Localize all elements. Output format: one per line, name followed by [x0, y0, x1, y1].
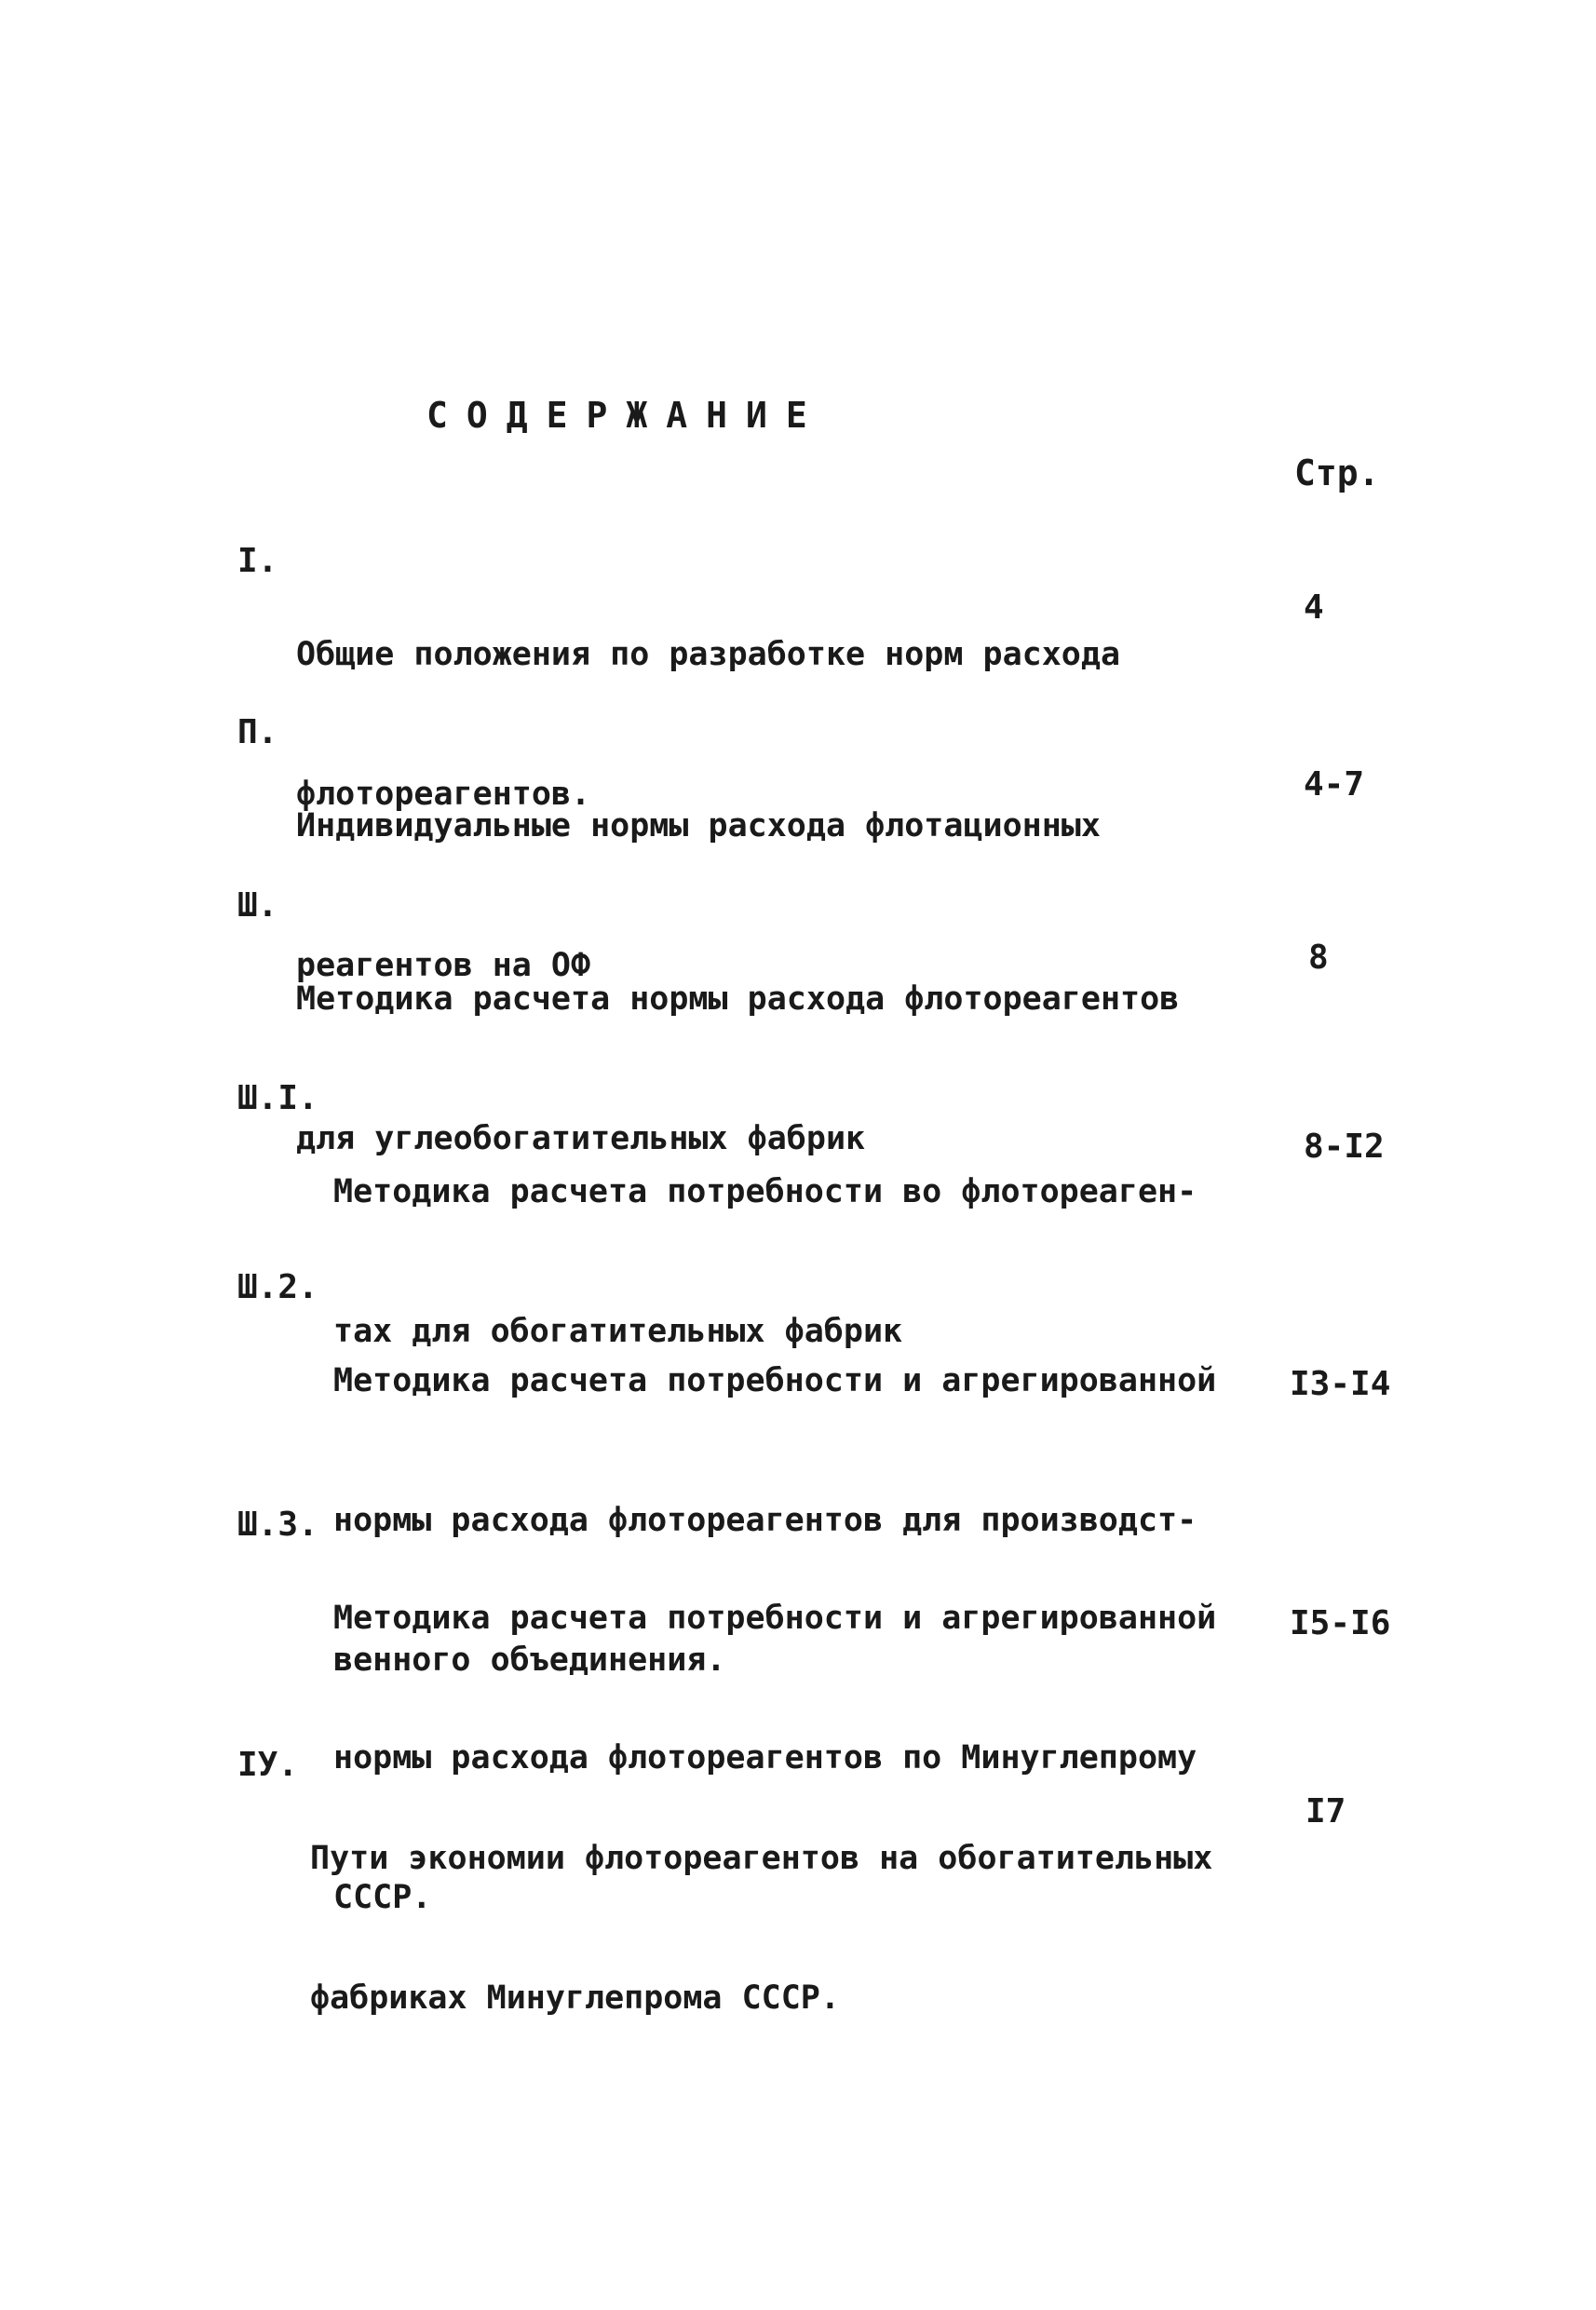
- toc-entry-line: Общие положения по разработке норм расхода: [296, 636, 1121, 673]
- toc-entry-page: I3-I4: [1290, 1365, 1391, 1403]
- toc-entry-line: венного объединения.: [333, 1641, 726, 1679]
- toc-entry-line: Методика расчета потребности и агрегированной: [333, 1600, 1217, 1637]
- toc-entry-number: Ш.: [237, 886, 278, 925]
- toc-entry-line: Методика расчета потребности и агрегированной: [333, 1362, 1217, 1399]
- page-title: СОДЕРЖАНИЕ: [426, 395, 826, 436]
- toc-entry-line: флотореагентов.: [296, 776, 591, 813]
- toc-entry-number: Ш.I.: [237, 1079, 318, 1117]
- toc-entry-line: Методика расчета нормы расхода флотореагентов: [296, 980, 1180, 1018]
- toc-entry-page: I5-I6: [1290, 1604, 1391, 1642]
- toc-entry-line: нормы расхода флотореагентов для производст-: [333, 1502, 1197, 1539]
- toc-entry-line: Методика расчета потребности во флотореаген-: [333, 1173, 1197, 1210]
- toc-entry-title: [310, 1742, 1212, 2114]
- page-column-header: Стр.: [1294, 453, 1380, 493]
- toc-entry-number: Ш.2.: [237, 1268, 318, 1306]
- toc-entry-line: реагентов на ОФ: [296, 947, 591, 984]
- toc-entry-page: 8-I2: [1304, 1128, 1385, 1166]
- toc-entry-page: 8: [1308, 939, 1329, 977]
- toc-entry-number: Ш.3.: [237, 1506, 318, 1544]
- toc-entry-page: I7: [1305, 1792, 1346, 1830]
- toc-entry-page: 4: [1304, 588, 1324, 627]
- toc-entry-number: I.: [237, 542, 278, 580]
- toc-entry-line: Пути экономии флотореагентов на обогатительных: [310, 1840, 1213, 1877]
- toc-entry-line: для углеобогатительных фабрик: [296, 1120, 866, 1157]
- toc-entry-line: нормы расхода флотореагентов по Минуглепрому: [333, 1739, 1197, 1776]
- toc-entry-line: СССР.: [333, 1879, 432, 1916]
- toc-entry-page: 4-7: [1304, 765, 1365, 804]
- toc-entry-number: П.: [237, 713, 278, 751]
- toc-entry-line: фабриках Минуглепрома СССР.: [310, 1979, 840, 2017]
- toc-entry-number: IУ.: [237, 1746, 299, 1784]
- toc-entry-line: тах для обогатительных фабрик: [333, 1313, 903, 1350]
- toc-entry-line: Индивидуальные нормы расхода флотационных: [296, 807, 1101, 844]
